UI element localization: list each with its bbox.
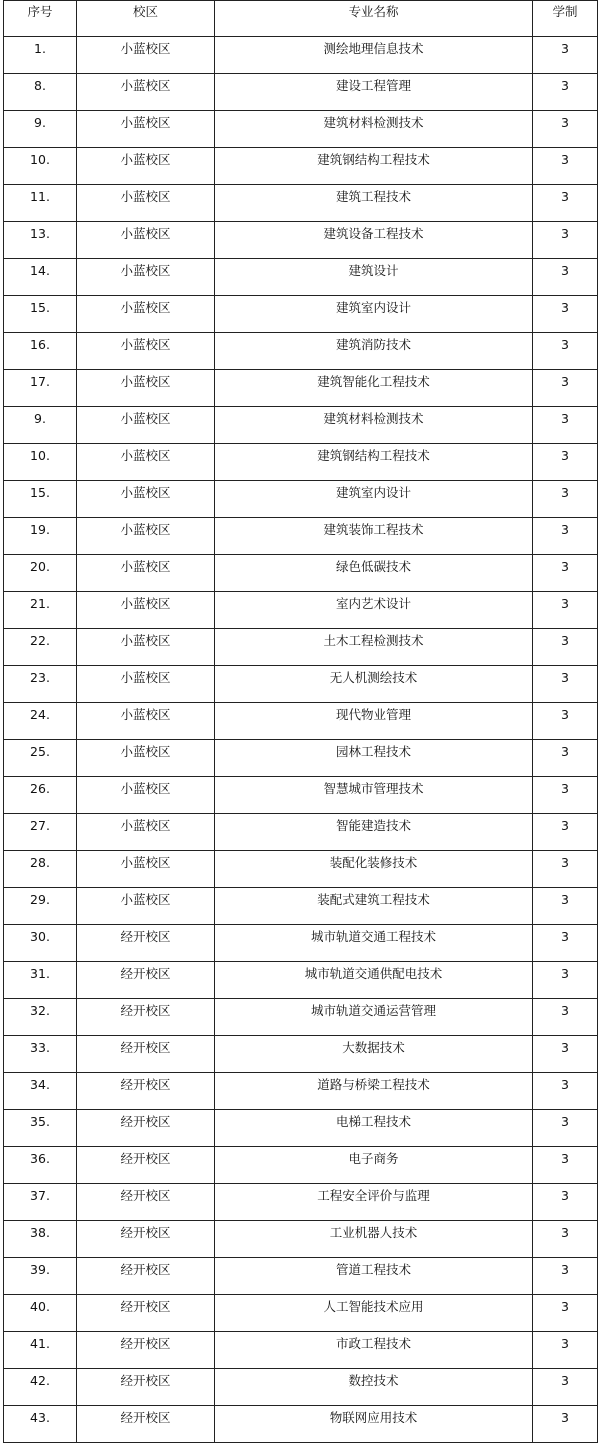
cell-campus: 经开校区 [77, 1369, 215, 1406]
cell-major-name: 人工智能技术应用 [215, 1295, 533, 1332]
cell-serial-number: 16. [4, 333, 77, 370]
cell-duration: 3 [533, 1406, 598, 1443]
cell-serial-number: 27. [4, 814, 77, 851]
cell-major-name: 土木工程检测技术 [215, 629, 533, 666]
cell-campus: 经开校区 [77, 1110, 215, 1147]
cell-major-name: 智慧城市管理技术 [215, 777, 533, 814]
cell-serial-number: 8. [4, 74, 77, 111]
cell-duration: 3 [533, 1184, 598, 1221]
cell-campus: 小蓝校区 [77, 370, 215, 407]
cell-major-name: 电子商务 [215, 1147, 533, 1184]
cell-serial-number: 25. [4, 740, 77, 777]
cell-duration: 3 [533, 407, 598, 444]
cell-campus: 小蓝校区 [77, 111, 215, 148]
cell-serial-number: 22. [4, 629, 77, 666]
table-row [4, 1110, 598, 1147]
table-row [4, 148, 598, 185]
cell-major-name: 园林工程技术 [215, 740, 533, 777]
cell-campus: 小蓝校区 [77, 444, 215, 481]
cell-campus: 经开校区 [77, 1406, 215, 1443]
cell-major-name: 道路与桥梁工程技术 [215, 1073, 533, 1110]
table-header-row [4, 1, 598, 37]
table-row [4, 888, 598, 925]
cell-major-name: 建筑钢结构工程技术 [215, 444, 533, 481]
cell-major-name: 城市轨道交通工程技术 [215, 925, 533, 962]
cell-major-name: 建筑钢结构工程技术 [215, 148, 533, 185]
cell-campus: 小蓝校区 [77, 814, 215, 851]
table-row [4, 629, 598, 666]
table-row [4, 370, 598, 407]
cell-campus: 经开校区 [77, 1295, 215, 1332]
table-row [4, 1147, 598, 1184]
cell-major-name: 大数据技术 [215, 1036, 533, 1073]
cell-serial-number: 15. [4, 296, 77, 333]
cell-campus: 小蓝校区 [77, 185, 215, 222]
table-row [4, 1221, 598, 1258]
cell-duration: 3 [533, 999, 598, 1036]
table-row [4, 259, 598, 296]
cell-major-name: 电梯工程技术 [215, 1110, 533, 1147]
cell-major-name: 现代物业管理 [215, 703, 533, 740]
cell-serial-number: 23. [4, 666, 77, 703]
cell-serial-number: 43. [4, 1406, 77, 1443]
cell-duration: 3 [533, 851, 598, 888]
cell-campus: 小蓝校区 [77, 777, 215, 814]
cell-major-name: 市政工程技术 [215, 1332, 533, 1369]
cell-major-name: 建筑设备工程技术 [215, 222, 533, 259]
table-row [4, 1295, 598, 1332]
table-row [4, 555, 598, 592]
table-row [4, 185, 598, 222]
cell-duration: 3 [533, 1110, 598, 1147]
table-row [4, 296, 598, 333]
cell-campus: 小蓝校区 [77, 703, 215, 740]
cell-campus: 小蓝校区 [77, 37, 215, 74]
table-row [4, 407, 598, 444]
cell-campus: 经开校区 [77, 925, 215, 962]
cell-major-name: 工程安全评价与监理 [215, 1184, 533, 1221]
cell-campus: 小蓝校区 [77, 296, 215, 333]
cell-major-name: 物联网应用技术 [215, 1406, 533, 1443]
cell-major-name: 数控技术 [215, 1369, 533, 1406]
cell-duration: 3 [533, 222, 598, 259]
cell-campus: 经开校区 [77, 1184, 215, 1221]
cell-serial-number: 10. [4, 148, 77, 185]
cell-campus: 经开校区 [77, 962, 215, 999]
cell-major-name: 工业机器人技术 [215, 1221, 533, 1258]
cell-serial-number: 33. [4, 1036, 77, 1073]
cell-serial-number: 39. [4, 1258, 77, 1295]
cell-duration: 3 [533, 518, 598, 555]
cell-major-name: 城市轨道交通运营管理 [215, 999, 533, 1036]
cell-campus: 经开校区 [77, 1332, 215, 1369]
cell-serial-number: 21. [4, 592, 77, 629]
cell-campus: 经开校区 [77, 1258, 215, 1295]
cell-duration: 3 [533, 666, 598, 703]
cell-major-name: 建筑室内设计 [215, 296, 533, 333]
cell-serial-number: 36. [4, 1147, 77, 1184]
cell-campus: 经开校区 [77, 1036, 215, 1073]
cell-duration: 3 [533, 296, 598, 333]
cell-major-name: 建筑智能化工程技术 [215, 370, 533, 407]
cell-serial-number: 26. [4, 777, 77, 814]
table-row [4, 851, 598, 888]
table-row [4, 666, 598, 703]
cell-campus: 小蓝校区 [77, 481, 215, 518]
table-row [4, 333, 598, 370]
table-row [4, 814, 598, 851]
cell-serial-number: 34. [4, 1073, 77, 1110]
table-row [4, 777, 598, 814]
table-row [4, 37, 598, 74]
cell-duration: 3 [533, 1295, 598, 1332]
table-row [4, 740, 598, 777]
table-row [4, 1258, 598, 1295]
header-major-name: 专业名称 [215, 1, 533, 37]
cell-duration: 3 [533, 703, 598, 740]
cell-serial-number: 1. [4, 37, 77, 74]
cell-serial-number: 38. [4, 1221, 77, 1258]
table-row [4, 481, 598, 518]
cell-campus: 小蓝校区 [77, 629, 215, 666]
cell-serial-number: 24. [4, 703, 77, 740]
cell-serial-number: 40. [4, 1295, 77, 1332]
cell-duration: 3 [533, 592, 598, 629]
cell-duration: 3 [533, 111, 598, 148]
cell-major-name: 测绘地理信息技术 [215, 37, 533, 74]
header-serial-number: 序号 [4, 1, 77, 37]
cell-major-name: 建筑材料检测技术 [215, 111, 533, 148]
cell-campus: 小蓝校区 [77, 518, 215, 555]
cell-duration: 3 [533, 925, 598, 962]
cell-campus: 小蓝校区 [77, 740, 215, 777]
cell-major-name: 管道工程技术 [215, 1258, 533, 1295]
cell-duration: 3 [533, 74, 598, 111]
cell-duration: 3 [533, 1332, 598, 1369]
table-row [4, 222, 598, 259]
cell-campus: 经开校区 [77, 999, 215, 1036]
cell-duration: 3 [533, 1369, 598, 1406]
table-row [4, 1184, 598, 1221]
cell-major-name: 装配式建筑工程技术 [215, 888, 533, 925]
cell-major-name: 室内艺术设计 [215, 592, 533, 629]
table-row [4, 999, 598, 1036]
table-row [4, 1369, 598, 1406]
cell-duration: 3 [533, 1036, 598, 1073]
majors-table [3, 0, 598, 1443]
cell-campus: 小蓝校区 [77, 407, 215, 444]
cell-duration: 3 [533, 185, 598, 222]
cell-serial-number: 37. [4, 1184, 77, 1221]
table-row [4, 518, 598, 555]
cell-campus: 小蓝校区 [77, 555, 215, 592]
cell-serial-number: 14. [4, 259, 77, 296]
cell-serial-number: 10. [4, 444, 77, 481]
cell-campus: 小蓝校区 [77, 592, 215, 629]
cell-major-name: 智能建造技术 [215, 814, 533, 851]
cell-major-name: 装配化装修技术 [215, 851, 533, 888]
cell-campus: 经开校区 [77, 1221, 215, 1258]
cell-campus: 经开校区 [77, 1073, 215, 1110]
cell-serial-number: 30. [4, 925, 77, 962]
cell-major-name: 建筑材料检测技术 [215, 407, 533, 444]
cell-serial-number: 15. [4, 481, 77, 518]
cell-duration: 3 [533, 481, 598, 518]
cell-duration: 3 [533, 740, 598, 777]
table-row [4, 74, 598, 111]
cell-serial-number: 20. [4, 555, 77, 592]
cell-duration: 3 [533, 888, 598, 925]
table-row [4, 1406, 598, 1443]
cell-serial-number: 41. [4, 1332, 77, 1369]
table-body [4, 37, 598, 1443]
cell-serial-number: 28. [4, 851, 77, 888]
cell-major-name: 无人机测绘技术 [215, 666, 533, 703]
cell-serial-number: 35. [4, 1110, 77, 1147]
cell-campus: 小蓝校区 [77, 333, 215, 370]
cell-duration: 3 [533, 37, 598, 74]
header-duration: 学制 [533, 1, 598, 37]
cell-serial-number: 32. [4, 999, 77, 1036]
header-campus: 校区 [77, 1, 215, 37]
cell-campus: 小蓝校区 [77, 888, 215, 925]
cell-campus: 小蓝校区 [77, 148, 215, 185]
cell-duration: 3 [533, 629, 598, 666]
table-row [4, 111, 598, 148]
table-row [4, 592, 598, 629]
cell-major-name: 城市轨道交通供配电技术 [215, 962, 533, 999]
cell-campus: 小蓝校区 [77, 222, 215, 259]
cell-duration: 3 [533, 333, 598, 370]
cell-duration: 3 [533, 814, 598, 851]
cell-campus: 小蓝校区 [77, 666, 215, 703]
cell-campus: 经开校区 [77, 1147, 215, 1184]
cell-major-name: 建设工程管理 [215, 74, 533, 111]
cell-major-name: 建筑工程技术 [215, 185, 533, 222]
cell-duration: 3 [533, 1221, 598, 1258]
cell-serial-number: 17. [4, 370, 77, 407]
cell-serial-number: 9. [4, 407, 77, 444]
cell-duration: 3 [533, 148, 598, 185]
cell-major-name: 建筑装饰工程技术 [215, 518, 533, 555]
table-row [4, 925, 598, 962]
cell-duration: 3 [533, 1073, 598, 1110]
cell-serial-number: 13. [4, 222, 77, 259]
cell-duration: 3 [533, 370, 598, 407]
cell-major-name: 绿色低碳技术 [215, 555, 533, 592]
cell-duration: 3 [533, 777, 598, 814]
cell-duration: 3 [533, 1258, 598, 1295]
table-row [4, 444, 598, 481]
cell-campus: 小蓝校区 [77, 74, 215, 111]
cell-serial-number: 19. [4, 518, 77, 555]
cell-duration: 3 [533, 1147, 598, 1184]
cell-serial-number: 42. [4, 1369, 77, 1406]
cell-serial-number: 29. [4, 888, 77, 925]
table-row [4, 703, 598, 740]
table-row [4, 1036, 598, 1073]
cell-major-name: 建筑消防技术 [215, 333, 533, 370]
cell-duration: 3 [533, 444, 598, 481]
cell-serial-number: 9. [4, 111, 77, 148]
cell-campus: 小蓝校区 [77, 851, 215, 888]
cell-serial-number: 31. [4, 962, 77, 999]
cell-campus: 小蓝校区 [77, 259, 215, 296]
table-row [4, 1073, 598, 1110]
cell-duration: 3 [533, 259, 598, 296]
cell-major-name: 建筑设计 [215, 259, 533, 296]
cell-duration: 3 [533, 555, 598, 592]
table-row [4, 1332, 598, 1369]
cell-major-name: 建筑室内设计 [215, 481, 533, 518]
cell-serial-number: 11. [4, 185, 77, 222]
table-row [4, 962, 598, 999]
cell-duration: 3 [533, 962, 598, 999]
